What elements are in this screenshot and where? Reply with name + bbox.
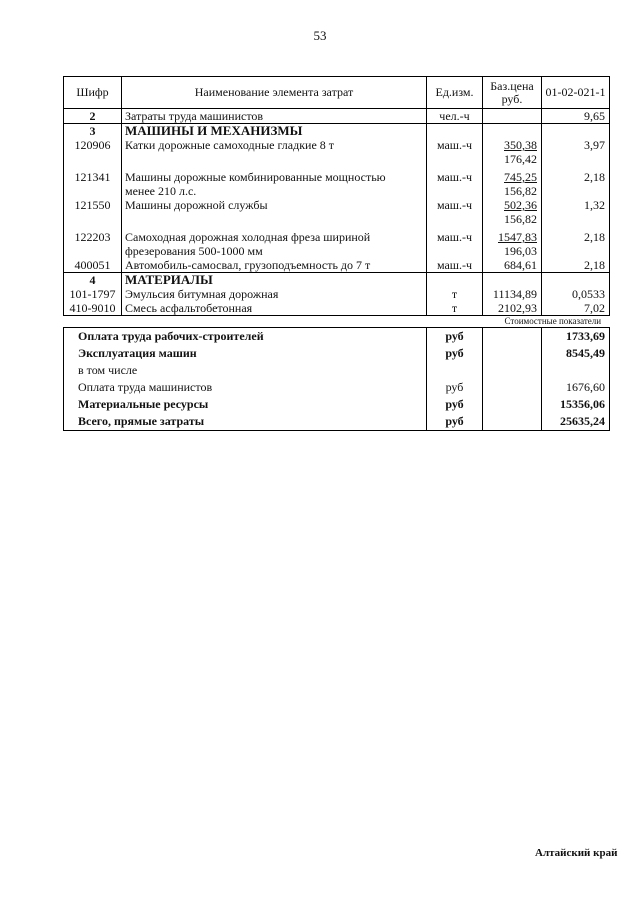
page-number: 53 xyxy=(313,28,327,43)
summary-label: Эксплуатация машин xyxy=(64,345,427,362)
summary-row xyxy=(64,396,610,413)
row-name-cont xyxy=(122,212,427,226)
section-number: 4 xyxy=(64,273,122,288)
row-value: 3,97 xyxy=(542,138,610,152)
row-code: 120906 xyxy=(64,138,122,152)
summary-row xyxy=(64,362,610,379)
row-code: 101-1797 xyxy=(64,287,122,301)
row-unit: маш.-ч xyxy=(427,170,483,184)
row-unit: чел.-ч xyxy=(427,109,483,124)
table-header-row xyxy=(64,77,610,109)
summary-value: 25635,24 xyxy=(542,413,610,431)
row-name: Машины дорожные комбинированные мощностью xyxy=(122,170,427,184)
section-header-row xyxy=(64,124,610,139)
row-name: Эмульсия битумная дорожная xyxy=(122,287,427,301)
section-title: МАТЕРИАЛЫ xyxy=(122,273,427,288)
row-code: 410-9010 xyxy=(64,301,122,316)
header-base-price-line2: руб. xyxy=(501,91,523,106)
summary-value: 1733,69 xyxy=(542,328,610,346)
summary-unit: руб xyxy=(427,413,483,431)
table-row-cont xyxy=(64,212,610,226)
row-name-cont: менее 210 л.с. xyxy=(122,184,427,198)
summary-label: Материальные ресурсы xyxy=(64,396,427,413)
header-name: Наименование элемента затрат xyxy=(122,77,427,109)
summary-row xyxy=(64,328,610,346)
row-code: 121550 xyxy=(64,198,122,212)
row-price: 2102,93 xyxy=(483,301,542,316)
row-price-2: 176,42 xyxy=(483,152,542,166)
row-name: Затраты труда машинистов xyxy=(122,109,427,124)
header-base-price xyxy=(483,77,542,109)
row-price xyxy=(483,109,542,124)
row-value: 9,65 xyxy=(542,109,610,124)
table-row xyxy=(64,170,610,184)
row-name: Катки дорожные самоходные гладкие 8 т xyxy=(122,138,427,152)
row-value: 2,18 xyxy=(542,230,610,244)
table-row xyxy=(64,287,610,301)
summary-value: 1676,60 xyxy=(542,379,610,396)
summary-value xyxy=(542,362,610,379)
table-row xyxy=(64,230,610,244)
row-name: Автомобиль-самосвал, грузоподъемность до 7 т xyxy=(122,258,427,273)
row-code: 122203 xyxy=(64,230,122,244)
section-header-row xyxy=(64,273,610,288)
table-row xyxy=(64,198,610,212)
row-price: 745,25 xyxy=(483,170,542,184)
table-row xyxy=(64,138,610,152)
row-price: 502,36 xyxy=(483,198,542,212)
row-unit: маш.-ч xyxy=(427,198,483,212)
summary-row xyxy=(64,413,610,431)
summary-value: 8545,49 xyxy=(542,345,610,362)
row-name: Машины дорожной службы xyxy=(122,198,427,212)
summary-unit: руб xyxy=(427,328,483,346)
table-row xyxy=(64,109,610,124)
row-price: 11134,89 xyxy=(483,287,542,301)
row-name-cont: фрезерования 500-1000 мм xyxy=(122,244,427,258)
row-value: 2,18 xyxy=(542,170,610,184)
section-title: МАШИНЫ И МЕХАНИЗМЫ xyxy=(122,124,427,139)
cost-table xyxy=(63,76,610,431)
summary-row xyxy=(64,345,610,362)
table-row-cont xyxy=(64,184,610,198)
header-unit: Ед.изм. xyxy=(427,77,483,109)
row-code: 400051 xyxy=(64,258,122,273)
summary-label: в том числе xyxy=(64,362,427,379)
row-name: Смесь асфальтобетонная xyxy=(122,301,427,316)
row-name: Самоходная дорожная холодная фреза шириной xyxy=(122,230,427,244)
row-price-2: 156,82 xyxy=(483,212,542,226)
summary-unit xyxy=(427,362,483,379)
section-number: 3 xyxy=(64,124,122,139)
summary-label: Всего, прямые затраты xyxy=(64,413,427,431)
row-unit: маш.-ч xyxy=(427,258,483,273)
table-row xyxy=(64,301,610,316)
summary-value: 15356,06 xyxy=(542,396,610,413)
header-norm-code: 01-02-021-1 xyxy=(542,77,610,109)
summary-unit: руб xyxy=(427,396,483,413)
table-row-cont xyxy=(64,152,610,166)
summary-label: Оплата труда машинистов xyxy=(64,379,427,396)
row-unit: маш.-ч xyxy=(427,230,483,244)
row-value: 2,18 xyxy=(542,258,610,273)
row-value: 7,02 xyxy=(542,301,610,316)
table-row xyxy=(64,258,610,273)
summary-unit: руб xyxy=(427,345,483,362)
header-code: Шифр xyxy=(64,77,122,109)
section-number: 2 xyxy=(64,109,122,124)
summary-label: Оплата труда рабочих-строителей xyxy=(64,328,427,346)
row-price: 1547,83 xyxy=(483,230,542,244)
row-price: 684,61 xyxy=(483,258,542,273)
footer-region: Алтайский край xyxy=(535,847,618,859)
row-price-2: 156,82 xyxy=(483,184,542,198)
row-code: 121341 xyxy=(64,170,122,184)
row-name-cont xyxy=(122,152,427,166)
row-value: 1,32 xyxy=(542,198,610,212)
row-value: 0,0533 xyxy=(542,287,610,301)
summary-row xyxy=(64,379,610,396)
row-price: 350,38 xyxy=(483,138,542,152)
table-row-cont xyxy=(64,244,610,258)
summary-unit: руб xyxy=(427,379,483,396)
cost-indicators-row xyxy=(64,316,610,328)
cost-indicators-label: Стоимостные показатели xyxy=(542,316,610,328)
row-unit: т xyxy=(427,287,483,301)
header-base-price-line1: Баз.цена xyxy=(490,78,534,93)
row-price-2: 196,03 xyxy=(483,244,542,258)
row-unit: т xyxy=(427,301,483,316)
row-unit: маш.-ч xyxy=(427,138,483,152)
